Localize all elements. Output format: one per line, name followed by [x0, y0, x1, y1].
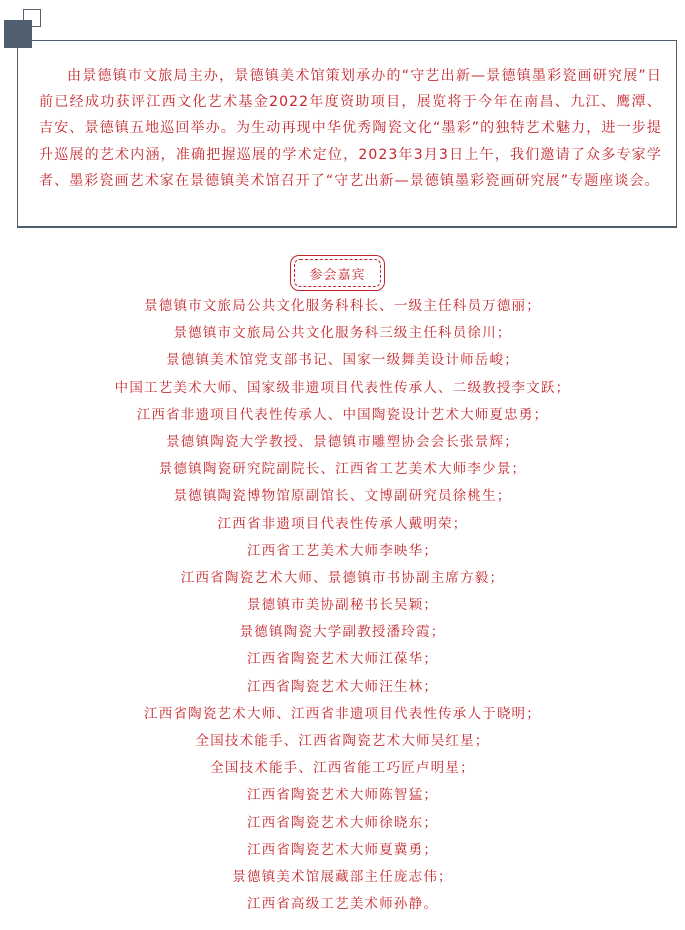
intro-frame — [17, 40, 677, 228]
guest-item: 江西省陶瓷艺术大师、江西省非遗项目代表性传承人于晓明； — [144, 705, 541, 722]
guest-item: 江西省陶瓷艺术大师江葆华； — [246, 651, 439, 668]
guest-item: 景德镇陶瓷博物馆原副馆长、文博副研究员徐桃生； — [173, 488, 512, 505]
guest-item: 中国工艺美术大师、国家级非遗项目代表性传承人、二级教授李文跃； — [114, 379, 571, 396]
guest-item: 江西省陶瓷艺术大师陈智猛； — [246, 787, 439, 804]
guest-item: 景德镇陶瓷大学副教授潘玲霞； — [239, 624, 446, 641]
guest-item: 江西省陶瓷艺术大师夏冀勇； — [246, 841, 439, 858]
intro-paragraph: 由景德镇市文旅局主办，景德镇美术馆策划承办的“守艺出新—景德镇墨彩瓷画研究展”日前已经成功获评江西文化艺术基金2022年度资助项目，展览将于今年在南昌、九江、鹰潭、吉安、景德镇五地巡回举办。为生动再现中华优秀陶瓷文化“墨彩”的独特艺术魅力，进一步提升巡展的艺术内涵，准确把握巡展的学术定位，2023年3月3日上午，我们邀请了众多专家学者、墨彩瓷画艺术家在景德镇美术馆召开了“守艺出新—景德镇墨彩瓷画研究展”专题座谈会。 — [39, 68, 662, 189]
guest-item: 景德镇市文旅局公共文化服务科三级主任科员徐川； — [173, 325, 512, 342]
guest-item: 景德镇美术馆展藏部主任庞志伟； — [232, 868, 453, 885]
guest-title-badge — [290, 255, 385, 291]
guest-item: 江西省非遗项目代表性传承人、中国陶瓷设计艺术大师夏忠勇； — [136, 406, 549, 423]
guest-item: 景德镇陶瓷研究院副院长、江西省工艺美术大师李少景； — [158, 461, 527, 478]
guest-item: 江西省陶瓷艺术大师徐晓东； — [246, 814, 439, 831]
guest-item: 江西省非遗项目代表性传承人戴明荣； — [217, 515, 468, 532]
guest-item: 江西省工艺美术大师李映华； — [246, 542, 439, 559]
guest-item: 景德镇市文旅局公共文化服务科科长、一级主任科员万德丽； — [144, 298, 541, 314]
guest-item: 景德镇美术馆党支部书记、国家一级舞美设计师岳峻； — [166, 352, 519, 369]
guest-item: 全国技术能手、江西省能工巧匠卢明星； — [210, 760, 475, 777]
guest-item: 江西省陶瓷艺术大师、景德镇市书协副主席方毅； — [180, 569, 505, 586]
guest-item: 全国技术能手、江西省陶瓷艺术大师吴红星； — [195, 733, 490, 749]
guest-list — [0, 293, 685, 918]
guest-item: 景德镇市美协副秘书长吴颖； — [246, 597, 439, 614]
guest-title: 参会嘉宾 — [294, 259, 381, 287]
guest-item: 江西省陶瓷艺术大师汪生林； — [246, 678, 439, 695]
guest-item: 江西省高级工艺美术师孙静。 — [246, 896, 439, 913]
guest-item: 景德镇陶瓷大学教授、景德镇市雕塑协会会长张景辉； — [166, 433, 519, 450]
